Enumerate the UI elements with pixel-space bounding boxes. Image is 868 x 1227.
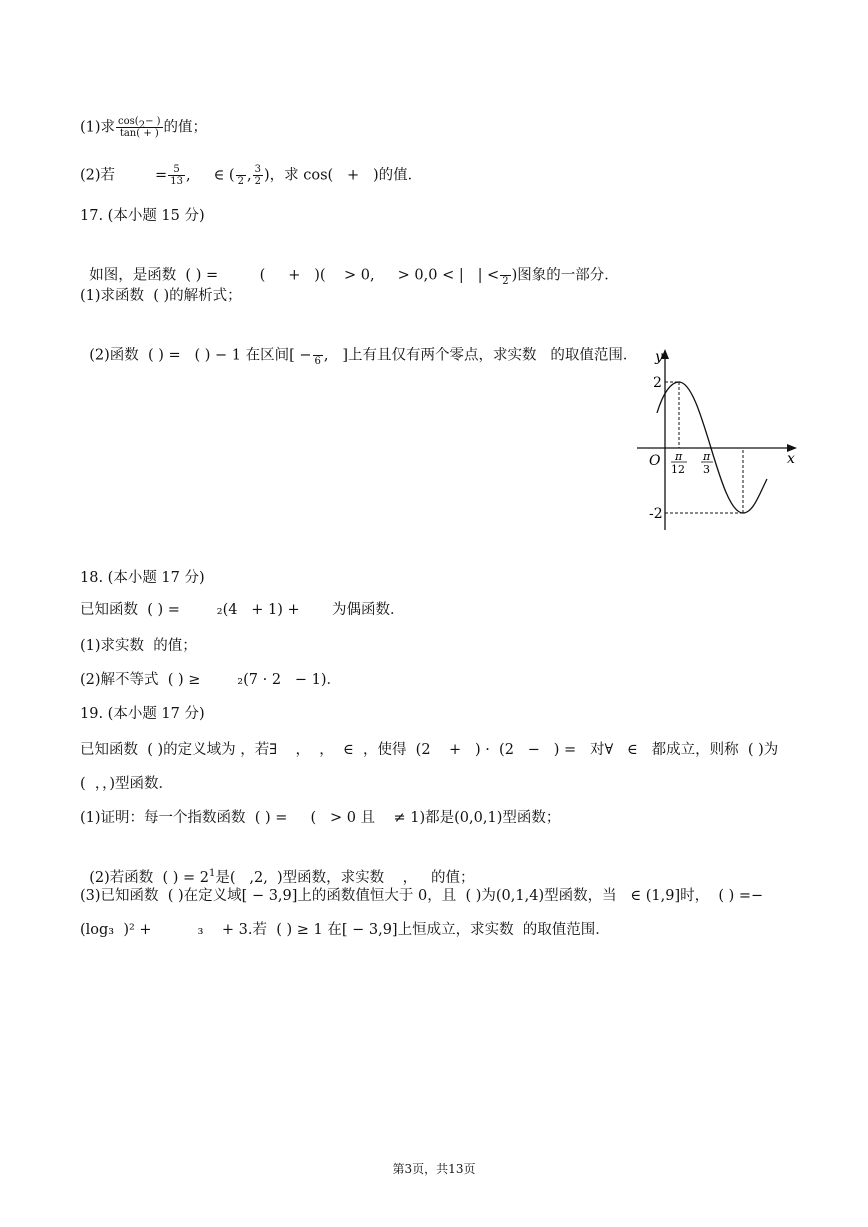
q19-stem-line2: ( ，，)型函数．: [80, 776, 174, 792]
q17-part2: [80, 324, 637, 367]
q16-p2-frac1: [168, 164, 185, 187]
q17-stem: [80, 244, 619, 287]
q16-p1-suffix: 的值；: [163, 119, 208, 136]
q19-p2-a: (2)若函数 ( ) = 2: [89, 870, 209, 886]
q19-part3-line1: (3)已知函数 ( )在定义域[ − 3,9]上的函数值恒大于 0，且 ( )为(0,1,4)型函数，当 ∈ (1,9]时， ( ) =−: [80, 888, 764, 904]
q17-p2-frac-den: 6: [314, 356, 321, 367]
q16-p2-frac3-den: 2: [254, 176, 261, 187]
q16-part1: [80, 116, 207, 139]
q19-stem-line1: 已知函数 ( )的定义域为 ，若∃ ， ， ∈ ，使得 (2 + ) · (2 − ) = 对∀ ∈ 都成立，则称 ( )为: [80, 742, 779, 758]
tick1-den: 12: [671, 463, 685, 476]
q17-p2-a: (2)函数 ( ) = ( ) − 1 在区间[ −: [89, 347, 312, 364]
tick1-num: π: [675, 450, 683, 463]
q16-p2-mid: , ∈ (: [185, 167, 235, 184]
q16-p2-frac1-num: 5: [168, 164, 185, 176]
q16-p2-frac1-den: 13: [170, 176, 183, 187]
q18-part2: (2)解不等式 ( ) ≥ ₂(7 · 2 − 1)．: [80, 672, 342, 688]
q19-p2-sup: 1: [209, 868, 216, 879]
q17-stem-frac-den: 2: [502, 276, 509, 287]
tick2-num: π: [703, 450, 711, 463]
q17-header: 17. (本小题 15 分): [80, 208, 205, 224]
q17-stem-frac: [500, 264, 510, 287]
q16-p2-frac2-den: 2: [237, 176, 244, 187]
tick2-den: 3: [703, 463, 710, 476]
q16-part2: [80, 164, 422, 187]
q16-p1-prefix: (1)求: [80, 119, 116, 136]
q17-part1: (1)求函数 ( )的解析式；: [80, 288, 242, 304]
q16-p2-comma: ,: [246, 167, 252, 184]
q18-part1: (1)求实数 的值；: [80, 638, 197, 654]
q17-p2-c: , ]上有且仅有两个零点，求实数 的取值范围．: [323, 347, 638, 364]
q16-p2-frac2: [236, 164, 246, 187]
q16-p1-frac-den: tan( + ): [119, 128, 159, 139]
q17-stem-c: )图象的一部分．: [511, 267, 619, 284]
q16-p2-frac3: [253, 164, 263, 187]
q16-p1-frac-num-mid: 2: [138, 120, 146, 131]
page-footer: 第3页，共13页: [392, 1162, 476, 1176]
q19-part2: [80, 848, 474, 890]
q18-header: 18. (本小题 17 分): [80, 570, 205, 586]
y-min-label: -2: [649, 506, 663, 522]
q16-p2-suffix: )，求 cos( + )的值．: [263, 167, 423, 184]
q19-part3-line2: (log₃ )² + ₃ + 3.若 ( ) ≥ 1 在[ − 3,9]上恒成立，求实数 的取值范围．: [80, 922, 610, 938]
q19-p2-b: 是( ,2, )型函数，求实数 ， 的值；: [215, 870, 475, 886]
q17-p2-frac: [313, 344, 323, 367]
q16-p2-eq: =: [155, 167, 168, 184]
x-axis-label: x: [787, 451, 795, 467]
q16-p2-prefix: (2)若: [80, 167, 116, 184]
y-axis-label: y: [655, 349, 663, 365]
q19-header: 19. (本小题 17 分): [80, 706, 205, 722]
q16-p1-fraction: [116, 116, 163, 139]
q17-stem-a: 如图，是函数 ( ) = ( + )( > 0, > 0,0 < | | <: [89, 267, 500, 284]
q18-stem: 已知函数 ( ) = ₂(4 + 1) + 为偶函数．: [80, 602, 405, 618]
q16-p2-frac3-num: 3: [254, 164, 261, 175]
q19-part1: (1)证明：每一个指数函数 ( ) = ( > 0 且 ≠ 1)都是(0,0,1)型函数；: [80, 810, 561, 826]
y-max-label: 2: [653, 375, 662, 391]
origin-label: O: [649, 453, 661, 469]
q16-p1-frac-num: cos(: [118, 116, 139, 127]
sine-graph: [625, 345, 810, 540]
q16-p1-frac-num-end: − ): [145, 116, 161, 127]
